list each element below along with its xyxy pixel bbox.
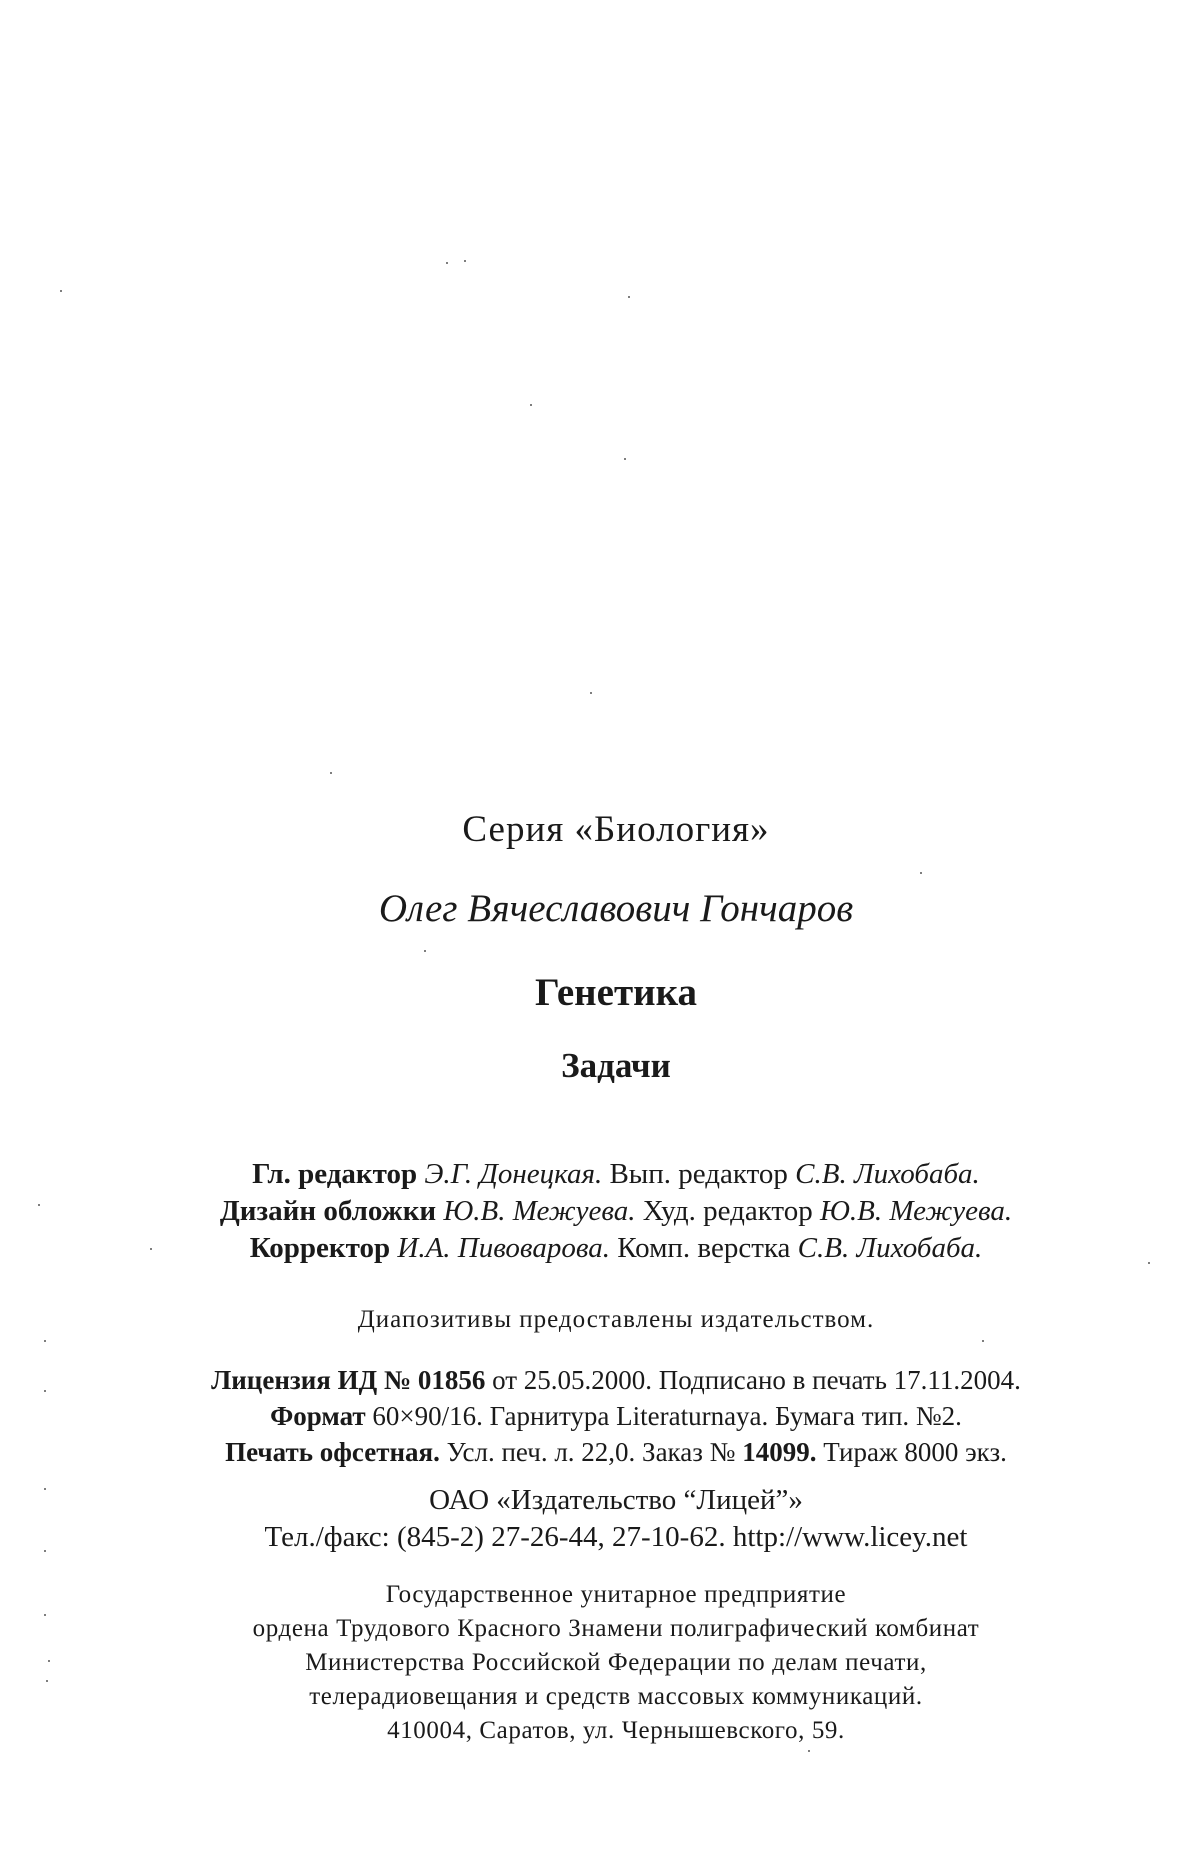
proofreader-label: Корректор <box>249 1232 391 1264</box>
printer-info <box>0 1578 1200 1748</box>
chief-editor-name: Э.Г. Донецкая. <box>424 1158 603 1190</box>
series-name: Серия «Биология» <box>462 809 770 850</box>
credits-line <box>0 1193 1200 1230</box>
printer-line: телерадиовещания и средств массовых коммуникаций. <box>309 1683 923 1710</box>
format-rest: 60×90/16. Гарнитура Literaturnaya. Бумага тип. №2. <box>372 1401 962 1431</box>
proofreader-name: И.А. Пивоварова. <box>397 1232 610 1264</box>
license-info <box>0 1362 1200 1470</box>
publisher-contact: Тел./факс: (845-2) 27-26-44, 27-10-62. http://www.licey.net <box>264 1521 968 1553</box>
license-rest: от 25.05.2000. Подписано в печать 17.11.2004. <box>492 1365 1021 1395</box>
license-line <box>0 1362 1200 1398</box>
layout-name: С.В. Лихобаба. <box>797 1232 983 1264</box>
print-label: Печать офсетная. <box>225 1437 440 1467</box>
editorial-credits <box>0 1156 1200 1267</box>
release-editor-label: Вып. редактор <box>609 1158 788 1190</box>
format-line <box>0 1398 1200 1434</box>
printer-line: ордена Трудового Красного Знамени полиграфический комбинат <box>252 1615 980 1642</box>
book-subtitle: Задачи <box>561 1046 671 1085</box>
printer-address: 410004, Саратов, ул. Чернышевского, 59. <box>387 1717 845 1744</box>
cover-design-label: Дизайн обложки <box>219 1195 437 1227</box>
printer-line: Министерства Российской Федерации по делам печати, <box>305 1649 927 1676</box>
format-label: Формат <box>270 1401 366 1431</box>
print-mid: Усл. печ. л. 22,0. Заказ № <box>446 1437 736 1467</box>
chief-editor-label: Гл. редактор <box>252 1158 418 1190</box>
license-label: Лицензия ИД № 01856 <box>211 1365 486 1395</box>
publisher-info <box>0 1482 1200 1556</box>
layout-label: Комп. верстка <box>617 1232 791 1264</box>
book-title: Генетика <box>535 971 697 1014</box>
art-editor-label: Худ. редактор <box>642 1195 813 1227</box>
diapositives-note: Диапозитивы предоставлены издательством. <box>357 1306 875 1333</box>
art-editor-name: Ю.В. Межуева. <box>819 1195 1013 1227</box>
order-number: 14099. <box>742 1437 817 1467</box>
release-editor-name: С.В. Лихобаба. <box>795 1158 980 1190</box>
author-name: Олег Вячеславович Гончаров <box>378 887 854 930</box>
publisher-name: ОАО «Издательство “Лицей”» <box>429 1484 803 1516</box>
credits-line <box>0 1230 1200 1267</box>
printer-line: Государственное унитарное предприятие <box>385 1581 847 1608</box>
print-end: Тираж 8000 экз. <box>823 1437 1007 1467</box>
cover-design-name: Ю.В. Межуева. <box>443 1195 636 1227</box>
print-line <box>0 1434 1200 1470</box>
credits-line <box>0 1156 1200 1193</box>
